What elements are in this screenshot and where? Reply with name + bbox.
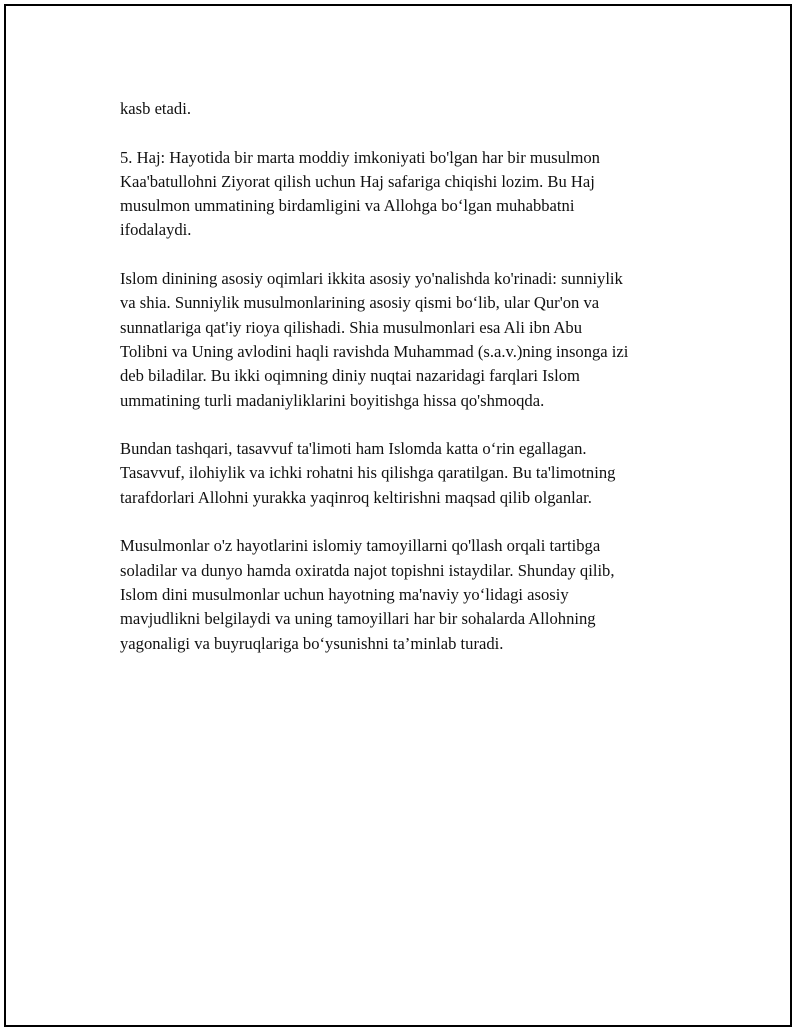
text-line: soladilar va dunyo hamda oxiratda najot topishni istaydilar. Shunday qilib, <box>120 560 615 580</box>
text-line: Tasavvuf, ilohiylik va ichki rohatni his qilishga qaratilgan. Bu ta'limotning <box>120 463 616 483</box>
text-line: Musulmonlar o'z hayotlarini islomiy tamoyillarni qo'llash orqali tartibga <box>120 536 601 556</box>
text-line: va shia. Sunniylik musulmonlarining asosiy qismi bo‘lib, ular Qur'on va <box>120 293 600 313</box>
text-line: musulmon ummatining birdamligini va Allohga bo‘lgan muhabbatni <box>120 196 575 216</box>
paragraph-2 <box>120 146 710 243</box>
paragraph-3 <box>120 267 710 413</box>
text-line: Kaa'batullohni Ziyorat qilish uchun Haj safariga chiqishi lozim. Bu Haj <box>120 171 595 191</box>
document-page <box>4 4 792 1027</box>
text-line: ifodalaydi. <box>120 220 192 240</box>
text-line: 5. Haj: Hayotida bir marta moddiy imkoniyati bo'lgan har bir musulmon <box>120 147 600 167</box>
text-line: deb biladilar. Bu ikki oqimning diniy nuqtai nazaridagi farqlari Islom <box>120 366 580 386</box>
paragraph-5 <box>120 534 710 655</box>
text-line: yagonaligi va buyruqlariga bo‘ysunishni ta’minlab turadi. <box>120 633 504 653</box>
text-line: Islom dinining asosiy oqimlari ikkita asosiy yo'nalishda ko'rinadi: sunniylik <box>120 269 623 289</box>
document-body <box>120 97 710 680</box>
text-line: mavjudlikni belgilaydi va uning tamoyillari har bir sohalarda Allohning <box>120 609 596 629</box>
text-line: Bundan tashqari, tasavvuf ta'limoti ham Islomda katta o‘rin egallagan. <box>120 439 587 459</box>
paragraph-4 <box>120 437 710 510</box>
text-line: Islom dini musulmonlar uchun hayotning ma'naviy yo‘lidagi asosiy <box>120 584 569 604</box>
text-line: ummatining turli madaniyliklarini boyitishga hissa qo'shmoqda. <box>120 390 545 410</box>
text-line: Tolibni va Uning avlodini haqli ravishda Muhammad (s.a.v.)ning insonga izi <box>120 341 629 361</box>
paragraph-1 <box>120 97 710 121</box>
text-line: tarafdorlari Allohni yurakka yaqinroq keltirishni maqsad qilib olganlar. <box>120 487 592 507</box>
text-line: kasb etadi. <box>120 99 191 118</box>
text-line: sunnatlariga qat'iy rioya qilishadi. Shia musulmonlari esa Ali ibn Abu <box>120 317 583 337</box>
